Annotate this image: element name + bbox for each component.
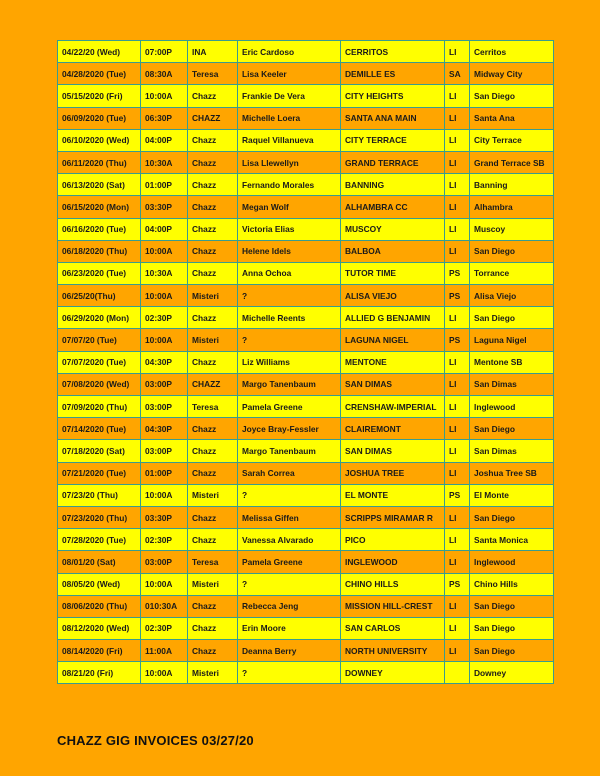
contact-cell: Fernando Morales [238,174,341,196]
city-cell: Grand Terrace SB [470,151,554,173]
type-cell: SA [445,63,470,85]
table-row [58,240,554,262]
city-cell: San Diego [470,418,554,440]
contact-cell: Erin Moore [238,617,341,639]
city-cell: Mentone SB [470,351,554,373]
time-cell: 01:00P [141,462,188,484]
type-cell: LI [445,529,470,551]
agent-cell: Teresa [188,396,238,418]
date-cell: 06/29/2020 (Mon) [58,307,141,329]
type-cell: LI [445,418,470,440]
date-cell: 07/14/2020 (Tue) [58,418,141,440]
type-cell: LI [445,129,470,151]
location-cell: EL MONTE [341,484,445,506]
type-cell: LI [445,617,470,639]
table-row [58,373,554,395]
agent-cell: Chazz [188,440,238,462]
table-row [58,640,554,662]
city-cell: Santa Monica [470,529,554,551]
agent-cell: Chazz [188,506,238,528]
date-cell: 08/12/2020 (Wed) [58,617,141,639]
contact-cell: Frankie De Vera [238,85,341,107]
gig-table-body [58,41,554,684]
contact-cell: ? [238,329,341,351]
city-cell: Inglewood [470,551,554,573]
location-cell: MISSION HILL-CREST [341,595,445,617]
contact-cell: Lisa Llewellyn [238,151,341,173]
type-cell: PS [445,285,470,307]
table-row [58,285,554,307]
type-cell: PS [445,329,470,351]
table-row [58,462,554,484]
agent-cell: Misteri [188,285,238,307]
date-cell: 06/16/2020 (Tue) [58,218,141,240]
agent-cell: Teresa [188,551,238,573]
time-cell: 11:00A [141,640,188,662]
table-row [58,85,554,107]
table-row [58,107,554,129]
table-row [58,573,554,595]
time-cell: 04:30P [141,351,188,373]
agent-cell: Chazz [188,262,238,284]
location-cell: CERRITOS [341,41,445,63]
type-cell [445,662,470,684]
contact-cell: Joyce Bray-Fessler [238,418,341,440]
table-row [58,484,554,506]
contact-cell: ? [238,662,341,684]
contact-cell: Victoria Elias [238,218,341,240]
type-cell: LI [445,196,470,218]
location-cell: LAGUNA NIGEL [341,329,445,351]
time-cell: 03:30P [141,196,188,218]
date-cell: 06/13/2020 (Sat) [58,174,141,196]
type-cell: PS [445,262,470,284]
city-cell: Alisa Viejo [470,285,554,307]
location-cell: BALBOA [341,240,445,262]
agent-cell: Misteri [188,573,238,595]
contact-cell: Margo Tanenbaum [238,440,341,462]
contact-cell: Liz Williams [238,351,341,373]
agent-cell: INA [188,41,238,63]
table-row [58,595,554,617]
type-cell: LI [445,41,470,63]
agent-cell: Chazz [188,240,238,262]
contact-cell: Eric Cardoso [238,41,341,63]
date-cell: 08/05/20 (Wed) [58,573,141,595]
date-cell: 07/21/2020 (Tue) [58,462,141,484]
city-cell: Joshua Tree SB [470,462,554,484]
agent-cell: Chazz [188,151,238,173]
city-cell: Muscoy [470,218,554,240]
agent-cell: CHAZZ [188,373,238,395]
date-cell: 07/07/20 (Tue) [58,329,141,351]
contact-cell: Megan Wolf [238,196,341,218]
time-cell: 02:30P [141,617,188,639]
type-cell: LI [445,462,470,484]
contact-cell: Michelle Reents [238,307,341,329]
contact-cell: Rebecca Jeng [238,595,341,617]
date-cell: 07/28/2020 (Tue) [58,529,141,551]
location-cell: BANNING [341,174,445,196]
city-cell: San Diego [470,85,554,107]
city-cell: City Terrace [470,129,554,151]
time-cell: 07:00P [141,41,188,63]
time-cell: 10:00A [141,573,188,595]
table-row [58,551,554,573]
type-cell: LI [445,595,470,617]
contact-cell: ? [238,285,341,307]
location-cell: GRAND TERRACE [341,151,445,173]
time-cell: 06:30P [141,107,188,129]
date-cell: 08/14/2020 (Fri) [58,640,141,662]
type-cell: LI [445,373,470,395]
agent-cell: Chazz [188,462,238,484]
location-cell: SCRIPPS MIRAMAR R [341,506,445,528]
city-cell: Laguna Nigel [470,329,554,351]
location-cell: MUSCOY [341,218,445,240]
date-cell: 06/25/20(Thu) [58,285,141,307]
type-cell: LI [445,307,470,329]
city-cell: Banning [470,174,554,196]
time-cell: 08:30A [141,63,188,85]
date-cell: 04/28/2020 (Tue) [58,63,141,85]
time-cell: 10:00A [141,484,188,506]
date-cell: 08/01/20 (Sat) [58,551,141,573]
location-cell: INGLEWOOD [341,551,445,573]
location-cell: PICO [341,529,445,551]
type-cell: LI [445,351,470,373]
table-row [58,662,554,684]
date-cell: 04/22/20 (Wed) [58,41,141,63]
table-row [58,529,554,551]
type-cell: LI [445,218,470,240]
contact-cell: Pamela Greene [238,551,341,573]
table-row [58,329,554,351]
table-row [58,418,554,440]
city-cell: Cerritos [470,41,554,63]
time-cell: 10:00A [141,85,188,107]
location-cell: SANTA ANA MAIN [341,107,445,129]
table-row [58,174,554,196]
table-row [58,617,554,639]
date-cell: 05/15/2020 (Fri) [58,85,141,107]
table-row [58,218,554,240]
city-cell: Alhambra [470,196,554,218]
date-cell: 08/06/2020 (Thu) [58,595,141,617]
location-cell: DEMILLE ES [341,63,445,85]
table-row [58,262,554,284]
location-cell: CITY TERRACE [341,129,445,151]
contact-cell: Pamela Greene [238,396,341,418]
city-cell: Downey [470,662,554,684]
contact-cell: Raquel Villanueva [238,129,341,151]
time-cell: 10:00A [141,240,188,262]
contact-cell: Deanna Berry [238,640,341,662]
agent-cell: Chazz [188,218,238,240]
type-cell: LI [445,151,470,173]
agent-cell: Chazz [188,196,238,218]
contact-cell: Margo Tanenbaum [238,373,341,395]
location-cell: CITY HEIGHTS [341,85,445,107]
gig-table [57,40,554,684]
time-cell: 03:00P [141,551,188,573]
date-cell: 07/08/2020 (Wed) [58,373,141,395]
contact-cell: Anna Ochoa [238,262,341,284]
date-cell: 06/23/2020 (Tue) [58,262,141,284]
time-cell: 04:30P [141,418,188,440]
table-row [58,41,554,63]
type-cell: LI [445,440,470,462]
agent-cell: Chazz [188,351,238,373]
location-cell: CLAIREMONT [341,418,445,440]
location-cell: CRENSHAW-IMPERIAL [341,396,445,418]
date-cell: 07/23/2020 (Thu) [58,506,141,528]
agent-cell: Chazz [188,418,238,440]
city-cell: Midway City [470,63,554,85]
date-cell: 07/23/20 (Thu) [58,484,141,506]
time-cell: 02:30P [141,529,188,551]
date-cell: 06/15/2020 (Mon) [58,196,141,218]
location-cell: NORTH UNIVERSITY [341,640,445,662]
table-row [58,307,554,329]
contact-cell: Lisa Keeler [238,63,341,85]
type-cell: LI [445,107,470,129]
table-row [58,63,554,85]
time-cell: 02:30P [141,307,188,329]
date-cell: 06/18/2020 (Thu) [58,240,141,262]
city-cell: Santa Ana [470,107,554,129]
location-cell: ALLIED G BENJAMIN [341,307,445,329]
table-row [58,196,554,218]
time-cell: 04:00P [141,129,188,151]
location-cell: DOWNEY [341,662,445,684]
time-cell: 03:00P [141,396,188,418]
agent-cell: Chazz [188,529,238,551]
agent-cell: Teresa [188,63,238,85]
agent-cell: Chazz [188,307,238,329]
city-cell: El Monte [470,484,554,506]
table-row [58,351,554,373]
location-cell: SAN CARLOS [341,617,445,639]
time-cell: 04:00P [141,218,188,240]
location-cell: JOSHUA TREE [341,462,445,484]
agent-cell: Chazz [188,85,238,107]
type-cell: LI [445,506,470,528]
contact-cell: Vanessa Alvarado [238,529,341,551]
table-row [58,129,554,151]
agent-cell: Misteri [188,329,238,351]
time-cell: 03:00P [141,440,188,462]
time-cell: 10:00A [141,285,188,307]
city-cell: San Dimas [470,440,554,462]
location-cell: ALHAMBRA CC [341,196,445,218]
location-cell: SAN DIMAS [341,440,445,462]
type-cell: LI [445,551,470,573]
location-cell: MENTONE [341,351,445,373]
contact-cell: Melissa Giffen [238,506,341,528]
date-cell: 08/21/20 (Fri) [58,662,141,684]
city-cell: San Diego [470,617,554,639]
agent-cell: Chazz [188,617,238,639]
city-cell: San Diego [470,595,554,617]
document-title: CHAZZ GIG INVOICES 03/27/20 [57,733,254,748]
table-row [58,396,554,418]
agent-cell: Misteri [188,662,238,684]
city-cell: San Diego [470,307,554,329]
table-row [58,151,554,173]
agent-cell: Chazz [188,174,238,196]
city-cell: Chino Hills [470,573,554,595]
type-cell: LI [445,85,470,107]
contact-cell: ? [238,484,341,506]
time-cell: 10:30A [141,262,188,284]
contact-cell: Helene Idels [238,240,341,262]
contact-cell: Sarah Correa [238,462,341,484]
agent-cell: CHAZZ [188,107,238,129]
location-cell: SAN DIMAS [341,373,445,395]
type-cell: PS [445,484,470,506]
time-cell: 10:30A [141,151,188,173]
agent-cell: Chazz [188,640,238,662]
city-cell: San Dimas [470,373,554,395]
table-row [58,440,554,462]
city-cell: Inglewood [470,396,554,418]
city-cell: San Diego [470,506,554,528]
agent-cell: Chazz [188,595,238,617]
city-cell: San Diego [470,640,554,662]
time-cell: 03:00P [141,373,188,395]
location-cell: TUTOR TIME [341,262,445,284]
date-cell: 06/10/2020 (Wed) [58,129,141,151]
time-cell: 10:00A [141,329,188,351]
agent-cell: Chazz [188,129,238,151]
date-cell: 07/18/2020 (Sat) [58,440,141,462]
type-cell: LI [445,396,470,418]
type-cell: LI [445,640,470,662]
city-cell: Torrance [470,262,554,284]
contact-cell: Michelle Loera [238,107,341,129]
date-cell: 06/09/2020 (Tue) [58,107,141,129]
date-cell: 06/11/2020 (Thu) [58,151,141,173]
table-row [58,506,554,528]
contact-cell: ? [238,573,341,595]
type-cell: PS [445,573,470,595]
agent-cell: Misteri [188,484,238,506]
date-cell: 07/09/2020 (Thu) [58,396,141,418]
city-cell: San Diego [470,240,554,262]
type-cell: LI [445,240,470,262]
date-cell: 07/07/2020 (Tue) [58,351,141,373]
time-cell: 01:00P [141,174,188,196]
location-cell: CHINO HILLS [341,573,445,595]
time-cell: 010:30A [141,595,188,617]
time-cell: 10:00A [141,662,188,684]
location-cell: ALISA VIEJO [341,285,445,307]
type-cell: LI [445,174,470,196]
time-cell: 03:30P [141,506,188,528]
